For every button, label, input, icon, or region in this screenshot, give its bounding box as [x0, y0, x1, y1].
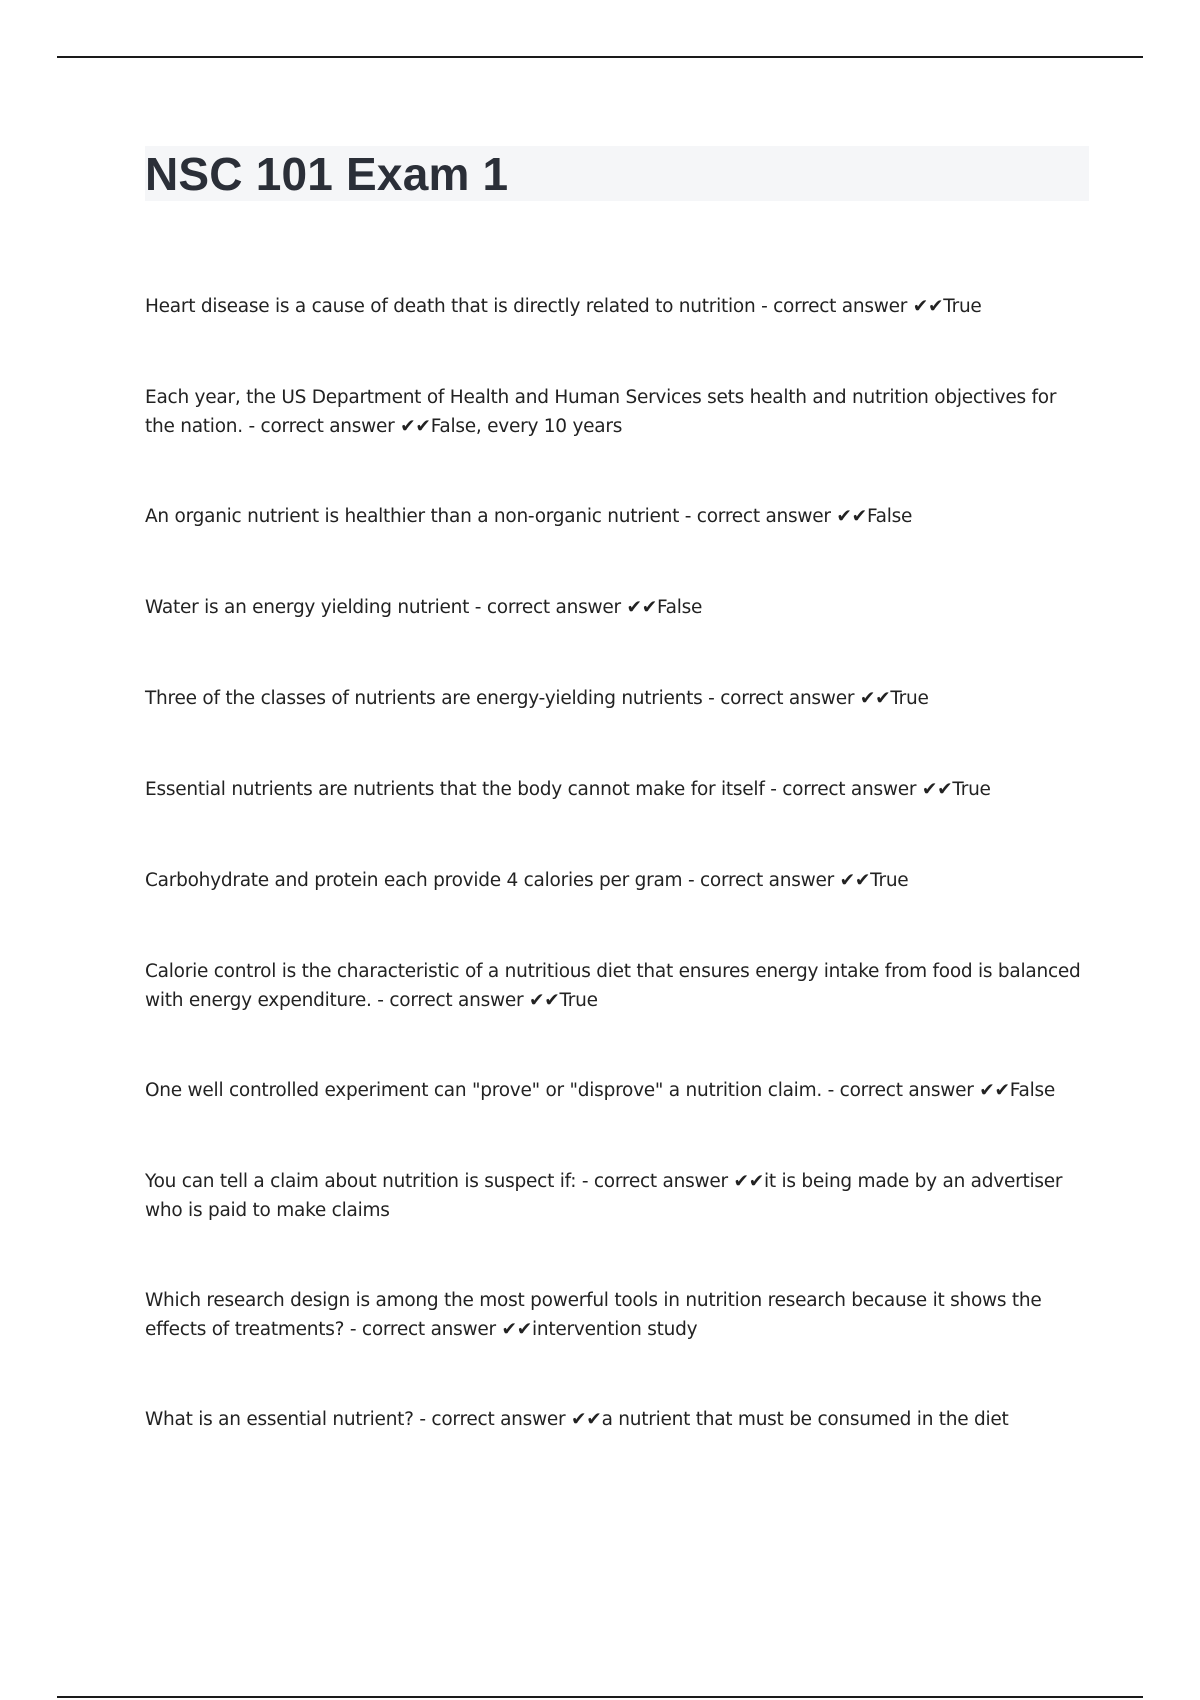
qa-item	[145, 1076, 1085, 1105]
check-icon: ✔✔	[979, 1080, 1010, 1101]
question-text: Each year, the US Department of Health and Human Services sets health and nutrition objectives for the nation.	[145, 387, 1057, 437]
check-icon: ✔✔	[571, 1409, 602, 1430]
qa-item	[145, 502, 1085, 531]
answer-separator: - correct answer	[764, 779, 922, 800]
check-icon: ✔✔	[528, 990, 560, 1011]
answer-text: False	[656, 597, 703, 618]
answer-text: True	[943, 296, 982, 317]
qa-item	[145, 292, 1085, 321]
qa-item	[145, 866, 1085, 895]
answer-separator: - correct answer	[576, 1171, 734, 1192]
top-divider	[57, 56, 1143, 58]
check-icon: ✔✔	[400, 416, 431, 437]
answer-separator: - correct answer	[469, 597, 627, 618]
answer-separator: - correct answer	[413, 1409, 572, 1430]
qa-item	[145, 957, 1085, 1015]
qa-item	[145, 1286, 1085, 1344]
answer-text: True	[870, 870, 909, 891]
answer-separator: - correct answer	[702, 688, 860, 709]
answer-text: intervention study	[532, 1319, 698, 1340]
answer-separator: - correct answer	[821, 1080, 980, 1101]
qa-item	[145, 593, 1085, 622]
qa-item	[145, 1167, 1085, 1225]
title-banner	[145, 146, 1089, 201]
check-icon: ✔✔	[733, 1171, 764, 1192]
check-icon: ✔✔	[921, 779, 953, 800]
check-icon: ✔✔	[501, 1319, 533, 1340]
answer-text: True	[559, 990, 598, 1011]
question-text: One well controlled experiment can "prove" or "disprove" a nutrition claim.	[145, 1080, 822, 1101]
question-text: Water is an energy yielding nutrient	[145, 597, 470, 618]
check-icon: ✔✔	[839, 870, 871, 891]
answer-text: True	[890, 688, 929, 709]
question-text: An organic nutrient is healthier than a non-organic nutrient	[145, 506, 680, 527]
question-text: Essential nutrients are nutrients that the body cannot make for itself	[145, 779, 765, 800]
check-icon: ✔✔	[626, 597, 657, 618]
answer-separator: - correct answer	[242, 416, 401, 437]
qa-item	[145, 775, 1085, 804]
check-icon: ✔✔	[836, 506, 867, 527]
answer-text: a nutrient that must be consumed in the diet	[601, 1409, 1009, 1430]
bottom-divider	[57, 1696, 1143, 1698]
page-title: NSC 101 Exam 1	[145, 148, 509, 200]
question-text: Calorie control is the characteristic of a nutritious diet that ensures energy intake from food is balanced with energy expenditure.	[145, 961, 1081, 1011]
question-text: Carbohydrate and protein each provide 4 calories per gram	[145, 870, 683, 891]
question-text: Three of the classes of nutrients are energy-yielding nutrients	[145, 688, 703, 709]
answer-text: False	[1009, 1080, 1055, 1101]
check-icon: ✔✔	[859, 688, 891, 709]
qa-item	[145, 383, 1085, 441]
answer-separator: - correct answer	[755, 296, 913, 317]
answer-separator: - correct answer	[371, 990, 529, 1011]
answer-separator: - correct answer	[682, 870, 840, 891]
answer-text: False, every 10 years	[430, 416, 623, 437]
question-text: Which research design is among the most powerful tools in nutrition research because it shows the effects of treatments?	[145, 1290, 1042, 1340]
question-text: You can tell a claim about nutrition is suspect if:	[145, 1171, 577, 1192]
answer-text: it is being made by an advertiser who is paid to make claims	[145, 1171, 1063, 1221]
qa-item	[145, 1405, 1085, 1434]
answer-separator: - correct answer	[344, 1319, 502, 1340]
answer-text: False	[866, 506, 913, 527]
qa-item	[145, 684, 1085, 713]
answer-text: True	[952, 779, 991, 800]
answer-separator: - correct answer	[679, 506, 837, 527]
question-text: What is an essential nutrient?	[145, 1409, 414, 1430]
question-text: Heart disease is a cause of death that is directly related to nutrition	[145, 296, 756, 317]
check-icon: ✔✔	[912, 296, 944, 317]
